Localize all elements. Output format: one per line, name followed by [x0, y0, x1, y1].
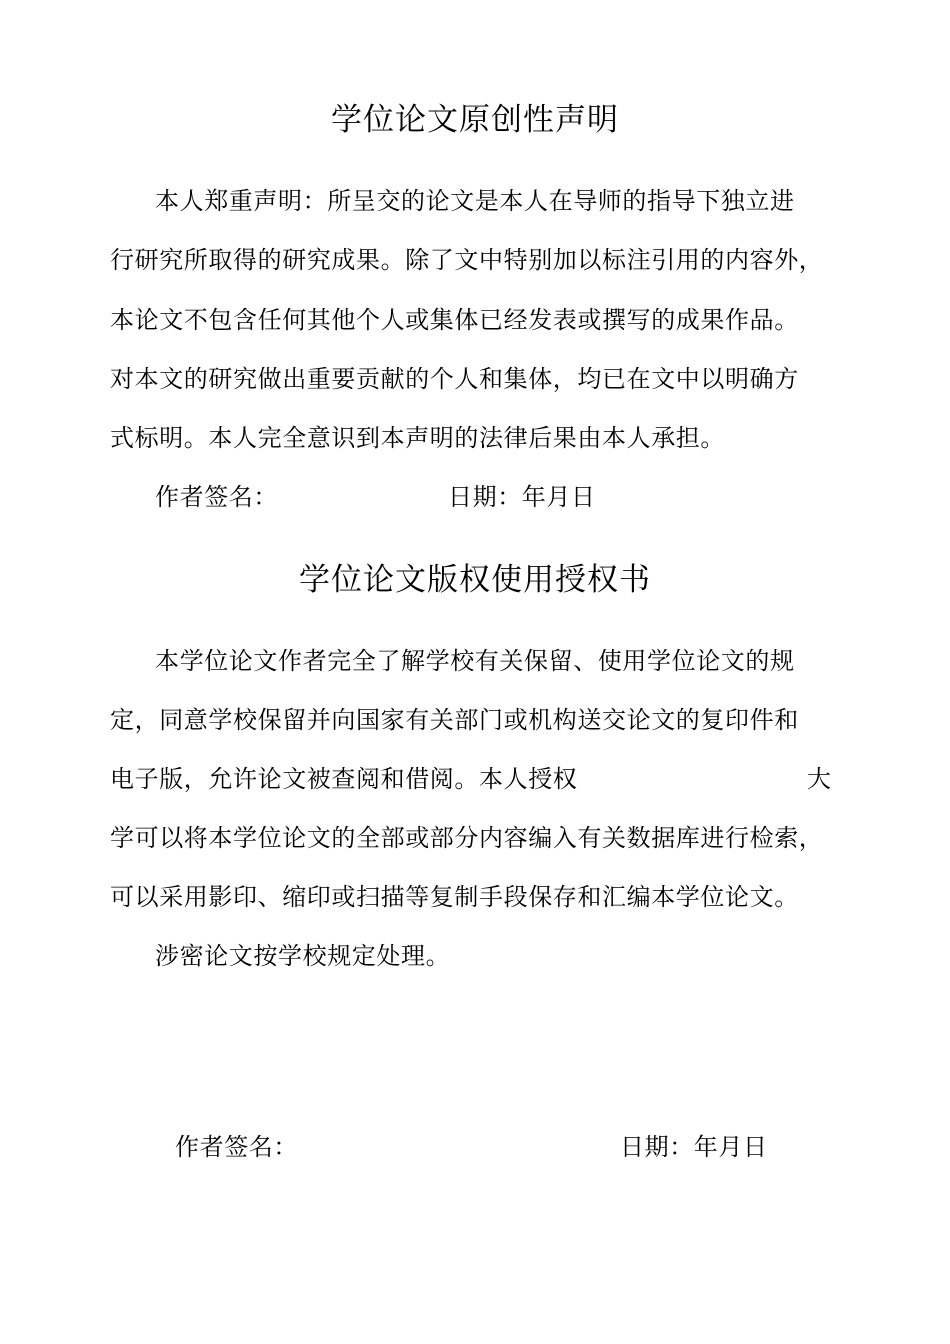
declaration-line-4: 对本文的研究做出重要贡献的个人和集体，均已在文中以明确方 [110, 365, 799, 393]
authorization-university-suffix: 大 [807, 765, 832, 793]
declaration-date-label: 日期：年月日 [448, 483, 596, 511]
authorization-line-3: 电子版，允许论文被查阅和借阅。本人授权 [110, 765, 578, 793]
declaration-line-3: 本论文不包含任何其他个人或集体已经发表或撰写的成果作品。 [110, 306, 799, 334]
declaration-line-2: 行研究所取得的研究成果。除了文中特别加以标注引用的内容外， [110, 246, 824, 274]
authorization-title: 学位论文版权使用授权书 [299, 562, 651, 598]
authorization-line-6: 涉密论文按学校规定处理。 [155, 942, 451, 970]
declaration-title: 学位论文原创性声明 [331, 102, 619, 138]
authorization-line-2: 定，同意学校保留并向国家有关部门或机构送交论文的复印件和 [110, 706, 799, 734]
authorization-line-5: 可以采用影印、缩印或扫描等复制手段保存和汇编本学位论文。 [110, 883, 799, 911]
authorization-line-4: 学可以将本学位论文的全部或部分内容编入有关数据库进行检索， [110, 824, 824, 852]
declaration-signature-label: 作者签名： [155, 483, 278, 511]
authorization-signature-label: 作者签名： [175, 1133, 298, 1161]
authorization-date-label: 日期：年月日 [620, 1133, 768, 1161]
declaration-line-1: 本人郑重声明：所呈交的论文是本人在导师的指导下独立进 [155, 187, 795, 215]
declaration-line-5: 式标明。本人完全意识到本声明的法律后果由本人承担。 [110, 424, 725, 452]
authorization-line-1: 本学位论文作者完全了解学校有关保留、使用学位论文的规 [155, 647, 795, 675]
